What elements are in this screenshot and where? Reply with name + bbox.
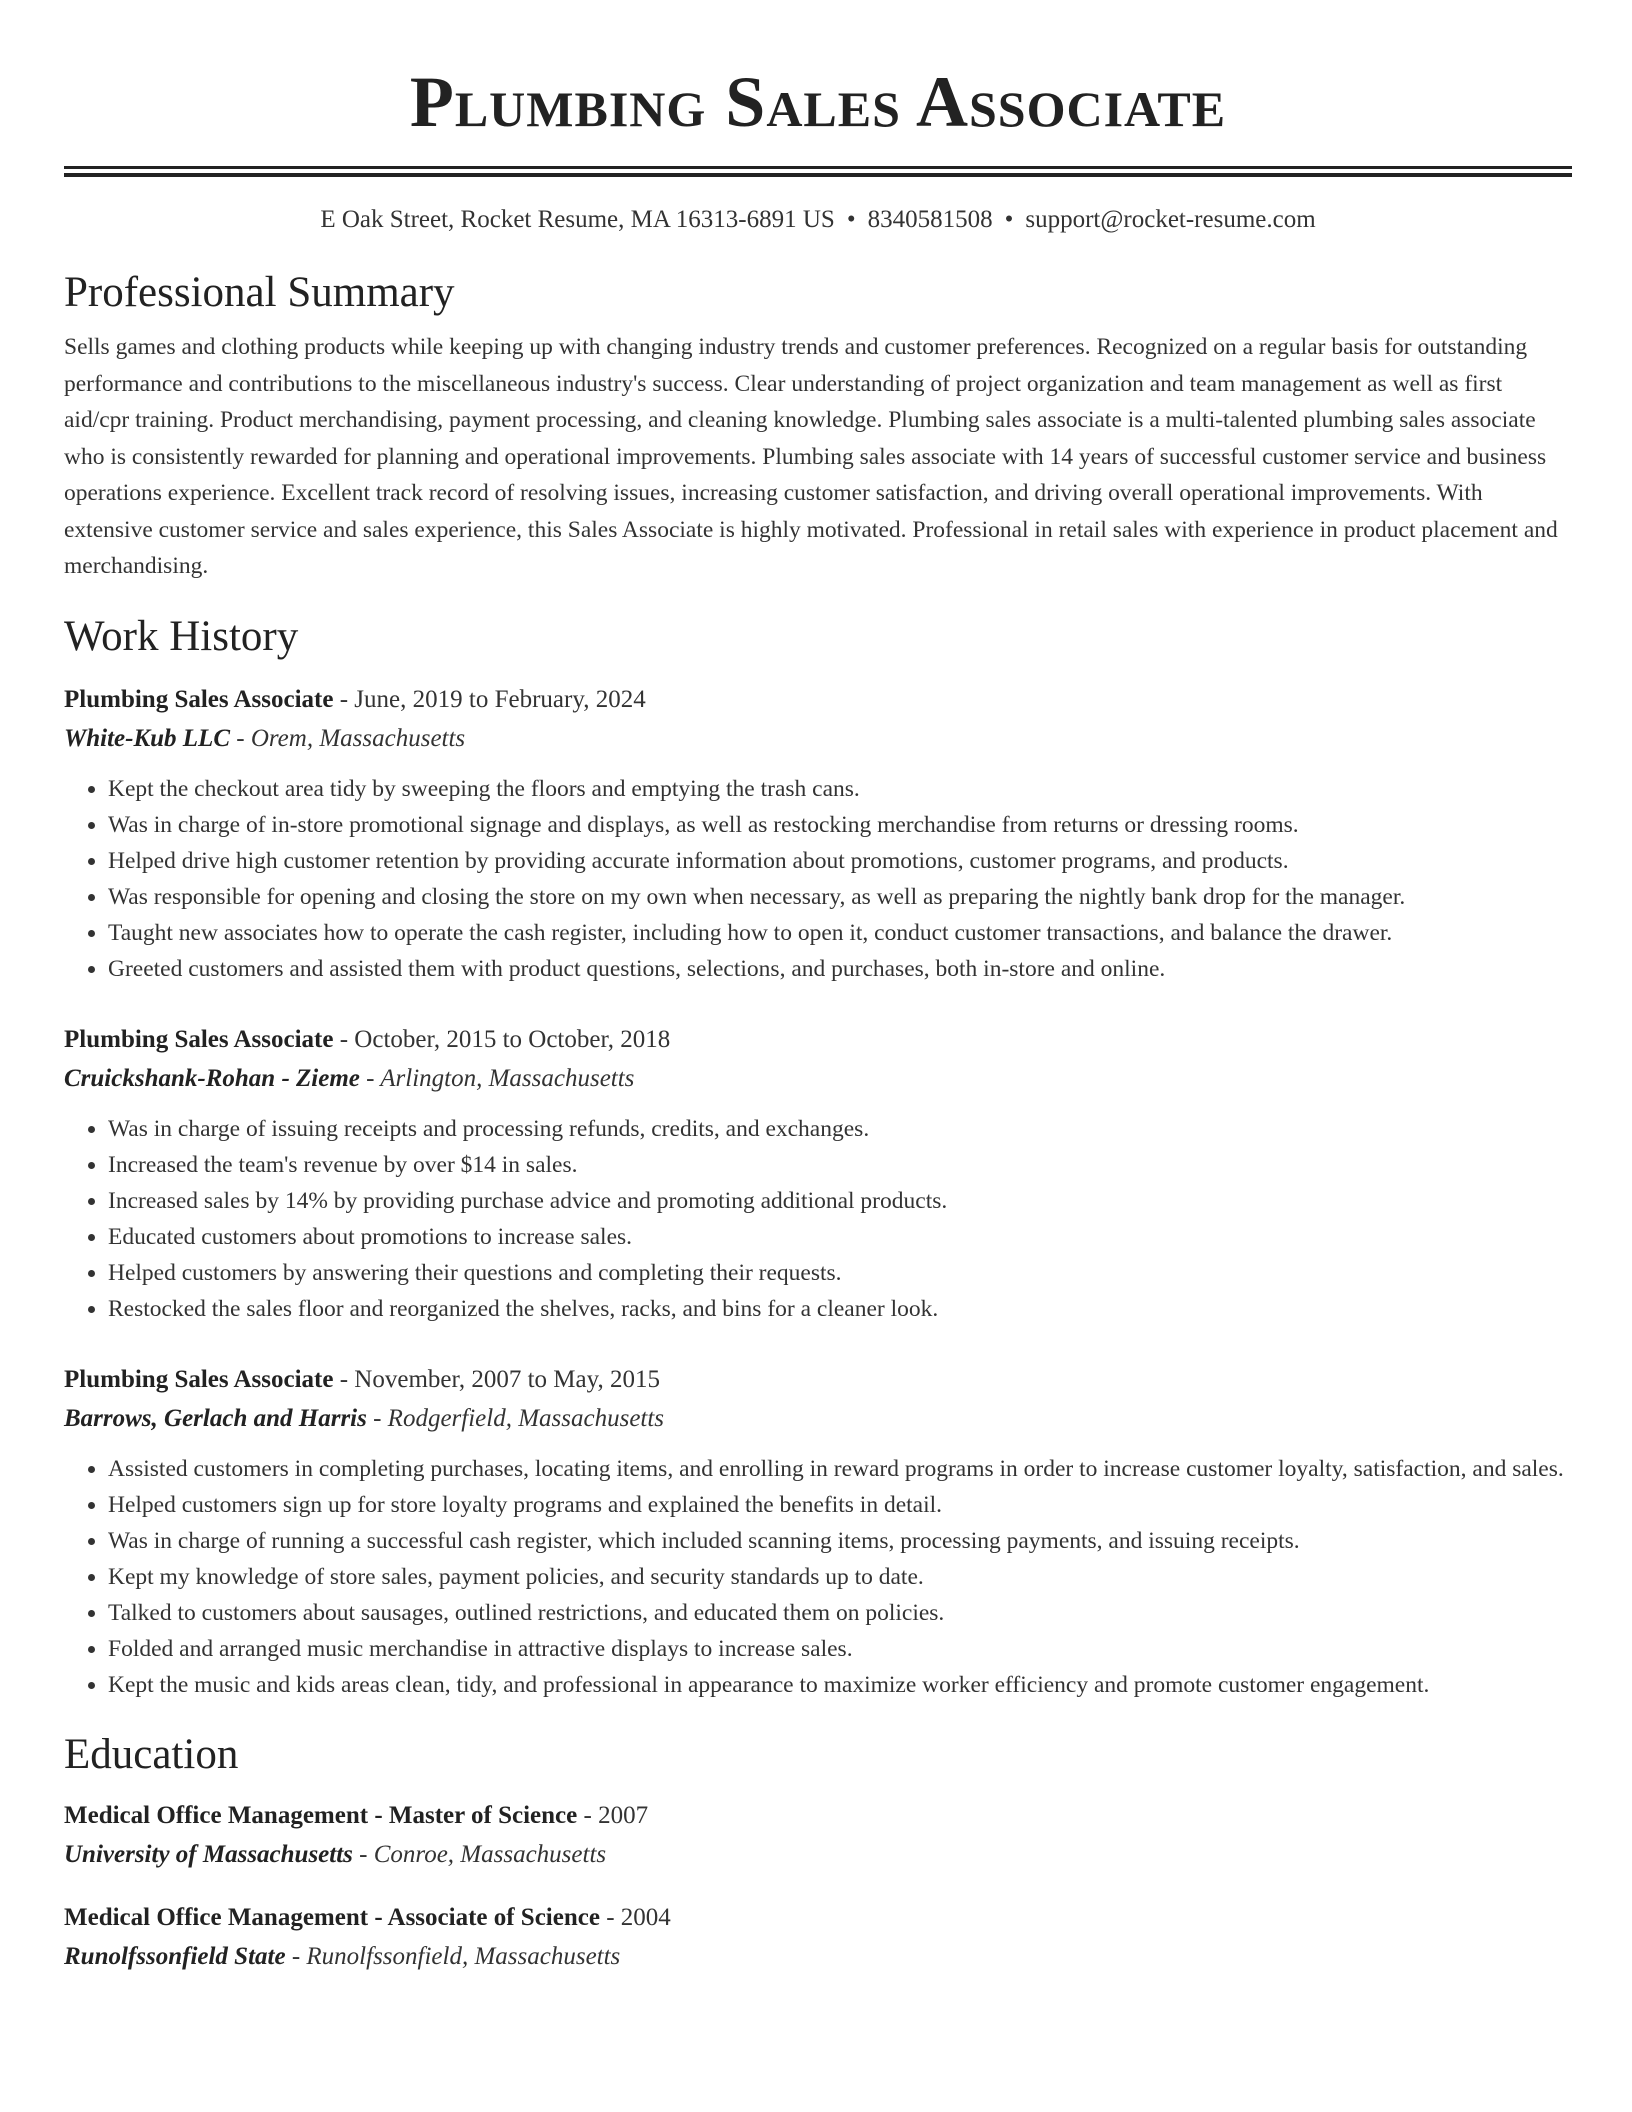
job-bullet: • Kept the checkout area tidy by sweeping the floors and emptying the trash cans. [108,771,1572,807]
job-position: Plumbing Sales Associate [64,1365,334,1393]
job-company: Barrows, Gerlach and Harris [64,1404,367,1432]
job-bullet: • Greeted customers and assisted them with product questions, selections, and purchases, both in-store and online. [108,951,1572,987]
work-history-heading: Work History [64,612,299,660]
job-position: Plumbing Sales Associate [64,685,334,713]
job-bullet: • Kept the music and kids areas clean, tidy, and professional in appearance to maximize worker efficiency and promote customer engagement. [108,1667,1572,1703]
candidate-name: Plumbing Sales Associate [409,62,1227,142]
job-dates: - June, 2019 to February, 2024 [333,685,646,713]
job-location: - Orem, Massachusetts [230,724,466,752]
job-bullet: • Helped customers sign up for store loyalty programs and explained the benefits in detail. [108,1487,1572,1523]
job-bullet: • Restocked the sales floor and reorganized the shelves, racks, and bins for a cleaner look. [108,1291,1572,1327]
job-bullet: • Was responsible for opening and closing the store on my own when necessary, as well as preparing the nightly bank drop for the manager. [108,879,1572,915]
job-company-line [64,719,1572,759]
job-title-line [64,681,1572,719]
job-bullet: • Was in charge of issuing receipts and processing refunds, credits, and exchanges. [108,1111,1572,1147]
contact-separator: • [1004,206,1014,233]
degree-line [64,1899,1572,1937]
job-title-line [64,1361,1572,1399]
job-bullet: • Assisted customers in completing purchases, locating items, and enrolling in reward programs in order to increase customer loyalty, satisfaction, and sales. [108,1451,1572,1487]
degree-year: - 2004 [599,1903,671,1931]
school-line [64,1937,1572,1977]
contact-address: E Oak Street, Rocket Resume, MA 16313-6891 US [320,206,835,233]
school-line [64,1835,1572,1875]
job-entry [64,681,1572,987]
job-bullets [64,771,1572,987]
job-position: Plumbing Sales Associate [64,1025,334,1053]
job-bullet: • Increased sales by 14% by providing purchase advice and promoting additional products. [108,1183,1572,1219]
degree-name: Medical Office Management - Associate of Science [64,1903,600,1931]
degree-year: - 2007 [577,1801,649,1829]
job-bullet: • Folded and arranged music merchandise in attractive displays to increase sales. [108,1631,1572,1667]
job-bullet: • Increased the team's revenue by over $14 in sales. [108,1147,1572,1183]
school-location: - Conroe, Massachusetts [352,1840,607,1868]
job-bullet: • Kept my knowledge of store sales, payment policies, and security standards up to date. [108,1559,1572,1595]
education-entry [64,1797,1572,1875]
contact-line [64,203,1572,237]
job-dates: - November, 2007 to May, 2015 [333,1365,660,1393]
job-bullet: • Talked to customers about sausages, outlined restrictions, and educated them on policies. [108,1595,1572,1631]
job-title-line [64,1021,1572,1059]
job-dates: - October, 2015 to October, 2018 [333,1025,671,1053]
job-bullet: • Helped drive high customer retention by providing accurate information about promotions, customer programs, and products. [108,843,1572,879]
resume-page [64,0,1572,1977]
header-divider [64,166,1572,177]
job-entry [64,1021,1572,1327]
contact-separator: • [846,206,856,233]
job-bullet: • Was in charge of running a successful cash register, which included scanning items, processing payments, and issuing receipts. [108,1523,1572,1559]
summary-text: Sells games and clothing products while keeping up with changing industry trends and customer preferences. Recognized on a regular basis for outstanding performance and contributions to the miscellaneous industry's success. Clear understanding of project organization and team management as well as first aid/cpr training. Product merchandising, payment processing, and cleaning knowledge. Plumbing sales associate is a multi-talented plumbing sales associate who is consistently rewarded for planning and operational improvements. Plumbing sales associate with 14 years of successful customer service and business operations experience. Excellent track record of resolving issues, increasing customer satisfaction, and driving overall operational improvements. With extensive customer service and sales experience, this Sales Associate is highly motivated. Professional in retail sales with experience in product placement and merchandising. [64,334,1558,579]
job-location: - Rodgerfield, Massachusetts [366,1404,665,1432]
degree-name: Medical Office Management - Master of Science [64,1801,578,1829]
job-company-line [64,1059,1572,1099]
school-name: Runolfssonfield State [64,1942,286,1970]
education-heading: Education [64,1730,239,1778]
job-bullets [64,1111,1572,1327]
summary-heading: Professional Summary [64,269,455,316]
education-entry [64,1899,1572,1977]
job-entry [64,1361,1572,1703]
job-bullet: • Helped customers by answering their questions and completing their requests. [108,1255,1572,1291]
contact-email: support@rocket-resume.com [1025,206,1316,233]
job-company: White-Kub LLC [64,724,230,752]
job-bullets [64,1451,1572,1703]
job-company: Cruickshank-Rohan - Zieme [64,1064,360,1092]
job-location: - Arlington, Massachusetts [359,1064,635,1092]
school-location: - Runolfssonfield, Massachusetts [285,1942,621,1970]
contact-phone: 8340581508 [867,206,993,233]
job-bullet: • Educated customers about promotions to increase sales. [108,1219,1572,1255]
job-bullet: • Was in charge of in-store promotional signage and displays, as well as restocking merchandise from returns or dressing rooms. [108,807,1572,843]
job-bullet: • Taught new associates how to operate the cash register, including how to open it, conduct customer transactions, and balance the drawer. [108,915,1572,951]
school-name: University of Massachusetts [64,1840,353,1868]
degree-line [64,1797,1572,1835]
job-company-line [64,1399,1572,1439]
